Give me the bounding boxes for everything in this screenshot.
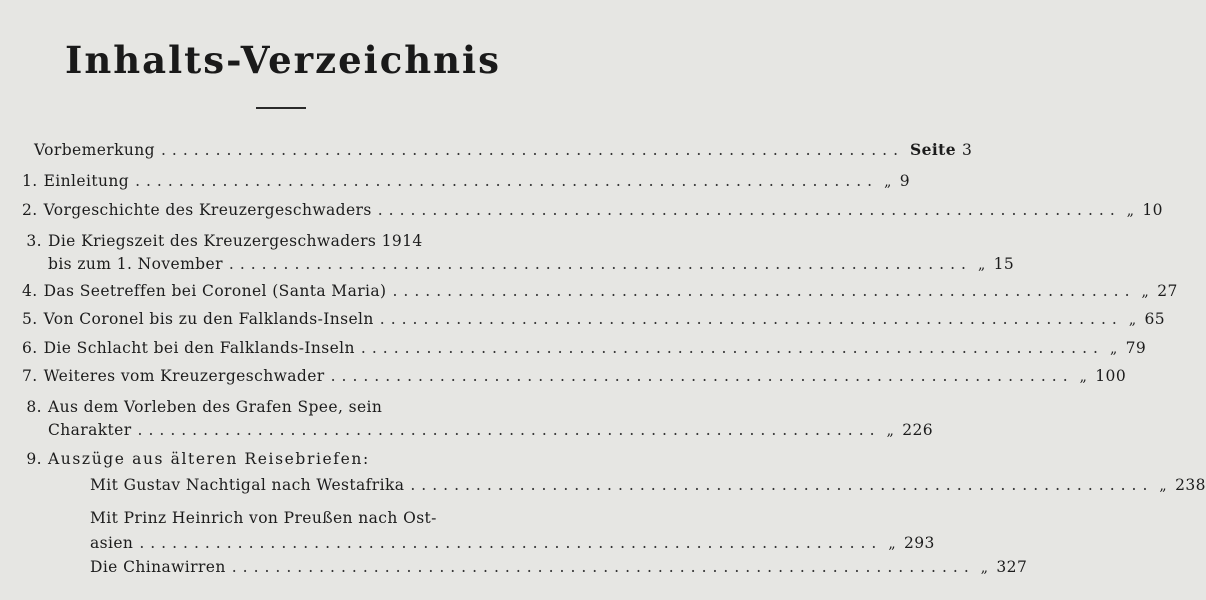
entry-label: Aus dem Vorleben des Grafen Spee, sein	[48, 398, 383, 416]
dot-leader: ....................................................................	[410, 476, 1154, 494]
preface-page: 3	[961, 141, 973, 159]
dot-leader: ....................................................................	[360, 339, 1104, 357]
dot-leader: ....................................................................	[379, 310, 1123, 328]
entry-number: 9.	[26, 450, 42, 468]
dot-leader: ....................................................................	[392, 282, 1136, 300]
preface-label: Vorbemerkung	[34, 141, 155, 159]
subentry-label-continued: asien	[90, 534, 134, 552]
ditto-mark: „	[980, 560, 989, 576]
toc-entry-8-cont	[48, 421, 934, 439]
subentry-page: 327	[996, 558, 1028, 576]
subentry-label: Die Chinawirren	[90, 558, 226, 576]
entry-number: 4.	[22, 282, 38, 300]
ditto-mark: „	[1109, 341, 1118, 357]
entry-label: Das Seetreffen bei Coronel (Santa Maria)	[43, 282, 387, 300]
entry-label: Die Kriegszeit des Kreuzergeschwaders 1914	[48, 232, 423, 250]
entry-label-continued: bis zum 1. November	[48, 255, 223, 273]
entry-page: 27	[1157, 282, 1178, 300]
entry-page: 10	[1142, 201, 1163, 219]
dot-leader: ....................................................................	[330, 367, 1074, 385]
toc-entry-3	[22, 232, 552, 250]
entry-page: 9	[899, 172, 911, 190]
entry-page: 15	[993, 255, 1015, 273]
toc-entry-7	[22, 367, 1127, 385]
entry-label: Vorgeschichte des Kreuzergeschwaders	[43, 201, 372, 219]
dot-leader: ....................................................................	[135, 172, 879, 190]
dot-leader: ....................................................................	[377, 201, 1121, 219]
dot-leader: ....................................................................	[160, 141, 905, 159]
dot-leader: ....................................................................	[228, 255, 972, 273]
toc-entry-9	[22, 450, 552, 468]
dot-leader: ....................................................................	[231, 558, 975, 576]
entry-label: Von Coronel bis zu den Falklands-Inseln	[43, 310, 374, 328]
entry-number: 8.	[26, 398, 42, 416]
dot-leader: ....................................................................	[139, 534, 883, 552]
entry-number: 3.	[26, 232, 42, 250]
entry-page: 65	[1144, 310, 1166, 328]
toc-entry-5	[22, 310, 1166, 328]
entry-page: 100	[1095, 367, 1127, 385]
subentry-label: Mit Prinz Heinrich von Preußen nach Ost-	[90, 509, 437, 527]
toc-subentry-2	[90, 509, 552, 527]
toc-entry-3-cont	[48, 255, 1015, 273]
title-divider	[256, 107, 306, 109]
ditto-mark: „	[1159, 478, 1168, 494]
entry-label: Auszüge aus älteren Reisebriefen:	[48, 450, 370, 468]
toc-entry-8	[22, 398, 552, 416]
toc-subentry-3	[90, 558, 1028, 576]
ditto-mark: „	[1128, 312, 1137, 328]
entry-label: Weiteres vom Kreuzergeschwader	[43, 367, 325, 385]
ditto-mark: „	[977, 257, 986, 273]
dot-leader: ....................................................................	[137, 421, 881, 439]
entry-number: 1.	[22, 172, 38, 190]
seite-label: Seite	[910, 140, 956, 159]
entry-number: 2.	[22, 201, 38, 219]
subentry-page: 238	[1175, 476, 1206, 494]
toc-subentry-1	[90, 476, 1206, 494]
entry-number: 7.	[22, 367, 38, 385]
toc-preface	[34, 140, 973, 159]
ditto-mark: „	[886, 423, 895, 439]
subentry-page: 293	[904, 534, 935, 552]
toc-subentry-2-cont	[90, 534, 935, 552]
entry-number: 5.	[22, 310, 38, 328]
entry-label: Einleitung	[43, 172, 130, 190]
ditto-mark: „	[1126, 203, 1135, 219]
entry-label-continued: Charakter	[48, 421, 132, 439]
entry-label: Die Schlacht bei den Falklands-Inseln	[43, 339, 355, 357]
subentry-label: Mit Gustav Nachtigal nach Westafrika	[90, 476, 405, 494]
page-title: Inhalts-Verzeichnis	[65, 38, 501, 82]
entry-number: 6.	[22, 339, 38, 357]
ditto-mark: „	[884, 174, 892, 190]
toc-entry-4	[22, 282, 1178, 300]
ditto-mark: „	[1141, 284, 1150, 300]
ditto-mark: „	[888, 536, 897, 552]
entry-page: 79	[1125, 339, 1147, 357]
toc-entry-1	[22, 172, 911, 190]
toc-entry-6	[22, 339, 1147, 357]
ditto-mark: „	[1079, 369, 1088, 385]
toc-entry-2	[22, 201, 1163, 219]
entry-page: 226	[902, 421, 934, 439]
